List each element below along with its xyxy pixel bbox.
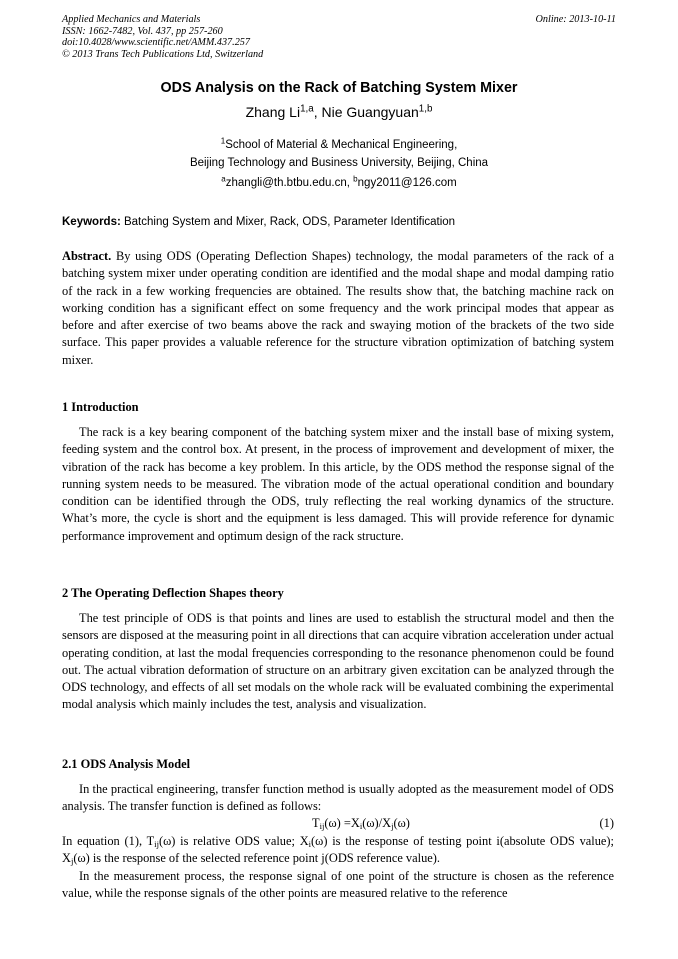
author-separator: , bbox=[313, 104, 322, 120]
equation-expression: $T_{ij}(\omega) =X_i(\omega)/X_j(\omega)$ bbox=[312, 816, 410, 832]
abstract-text: By using ODS (Operating Deflection Shapes) technology, the modal parameters of the rack of a batching system mixer under operating condition are identified and the modal shape and modal damping ratio of the rack in a few working frequencies are obtained. The results show that, the batching machine rack on working condition has a significant effect on some frequency and the work principal modes that appear as before and after exercise of two beams above the rack and swaying motion of the brackets of the two side surface. This paper provides a valuable reference for the structure vibration optimization of batching system mixer. bbox=[62, 249, 614, 367]
author-name: Zhang Li bbox=[245, 104, 301, 120]
body-paragraph: The test principle of ODS is that points and lines are used to establish the structural model and then the sensors are disposed at the measuring point in all directions that can acquire vibration acceleration under actual operating condition, at last the modal frequencies corresponding to the resonance phenomenon could be found out. The actual vibration deformation of structure on an arbitrary given excitation can be analyzed through the ODS technology, and effects of all set modals on the whole rack will be evaluated combining the experimental modal analysis which mainly includes the test, analysis and visualization. bbox=[62, 611, 614, 712]
email-address: ngy2011@126.com bbox=[357, 177, 457, 189]
affiliation bbox=[0, 136, 678, 172]
equation-explanation: In equation (1), $T_{ij}(\omega)$ is relative ODS value; $X_i(\omega)$ is the response of testing point i(absolute ODS value); $X_j(\omega)$ is the response of the selected reference point j(ODS reference value). bbox=[62, 834, 614, 867]
author-superscript: 1,a bbox=[300, 103, 314, 115]
email-superscript: a bbox=[221, 174, 226, 184]
affiliation-line: Beijing Technology and Business University, Beijing, China bbox=[189, 157, 489, 169]
journal-name: Applied Mechanics and Materials bbox=[62, 14, 201, 25]
abstract-label: Abstract. bbox=[62, 249, 112, 263]
author-list bbox=[0, 104, 678, 120]
keywords-text: Batching System and Mixer, Rack, ODS, Parameter Identification bbox=[120, 216, 456, 228]
abstract bbox=[62, 248, 614, 369]
email-address: zhangli@th.btbu.edu.cn, bbox=[225, 177, 354, 189]
keywords-label: Keywords: bbox=[62, 216, 121, 228]
issn-line: ISSN: 1662-7482, Vol. 437, pp 257-260 bbox=[62, 25, 223, 37]
section-heading: 2 The Operating Deflection Shapes theory bbox=[62, 586, 284, 600]
online-date: Online: 2013-10-11 bbox=[535, 14, 616, 25]
author-superscript: 1,b bbox=[418, 103, 433, 115]
author-name: Nie Guangyuan bbox=[321, 104, 419, 120]
section-heading: 1 Introduction bbox=[62, 400, 139, 414]
paper-title: ODS Analysis on the Rack of Batching System Mixer bbox=[160, 80, 518, 96]
journal-header bbox=[62, 14, 616, 60]
equation-1 bbox=[62, 816, 614, 834]
keywords bbox=[62, 216, 616, 228]
body-paragraph: The rack is a key bearing component of the batching system mixer and the install base of mixing system, feeding system and the control box. At present, in the process of improvement and development of mixer, the vibration of the rack has become a key problem. In this article, by the ODS method the response signal of the running system needs to be measured. The vibration mode of the actual operational condition and boundary condition can be identified through the ODS, truly reflecting the real working dynamics of the structure. What’s more, the cycle is short and the equipment is less damaged. This will provide reference for dynamic performance improvement and optimum design of the rack structure. bbox=[62, 425, 614, 543]
affiliation-line: School of Material & Mechanical Engineering, bbox=[225, 139, 458, 151]
doi-line: doi:10.4028/www.scientific.net/AMM.437.257 bbox=[62, 37, 250, 49]
email-superscript: b bbox=[353, 174, 358, 184]
equation-number: (1) bbox=[599, 816, 614, 830]
copyright-line: © 2013 Trans Tech Publications Ltd, Switzerland bbox=[62, 48, 264, 60]
section-heading: 2.1 ODS Analysis Model bbox=[62, 757, 191, 771]
author-emails bbox=[0, 174, 678, 189]
body-paragraph: In the practical engineering, transfer function method is usually adopted as the measurement model of ODS analysis. The transfer function is defined as follows: bbox=[62, 782, 614, 814]
body-paragraph: In the measurement process, the response signal of one point of the structure is chosen as the reference value, while the response signals of the other points are measured relative to the reference bbox=[62, 869, 614, 901]
affiliation-superscript: 1 bbox=[220, 136, 226, 146]
